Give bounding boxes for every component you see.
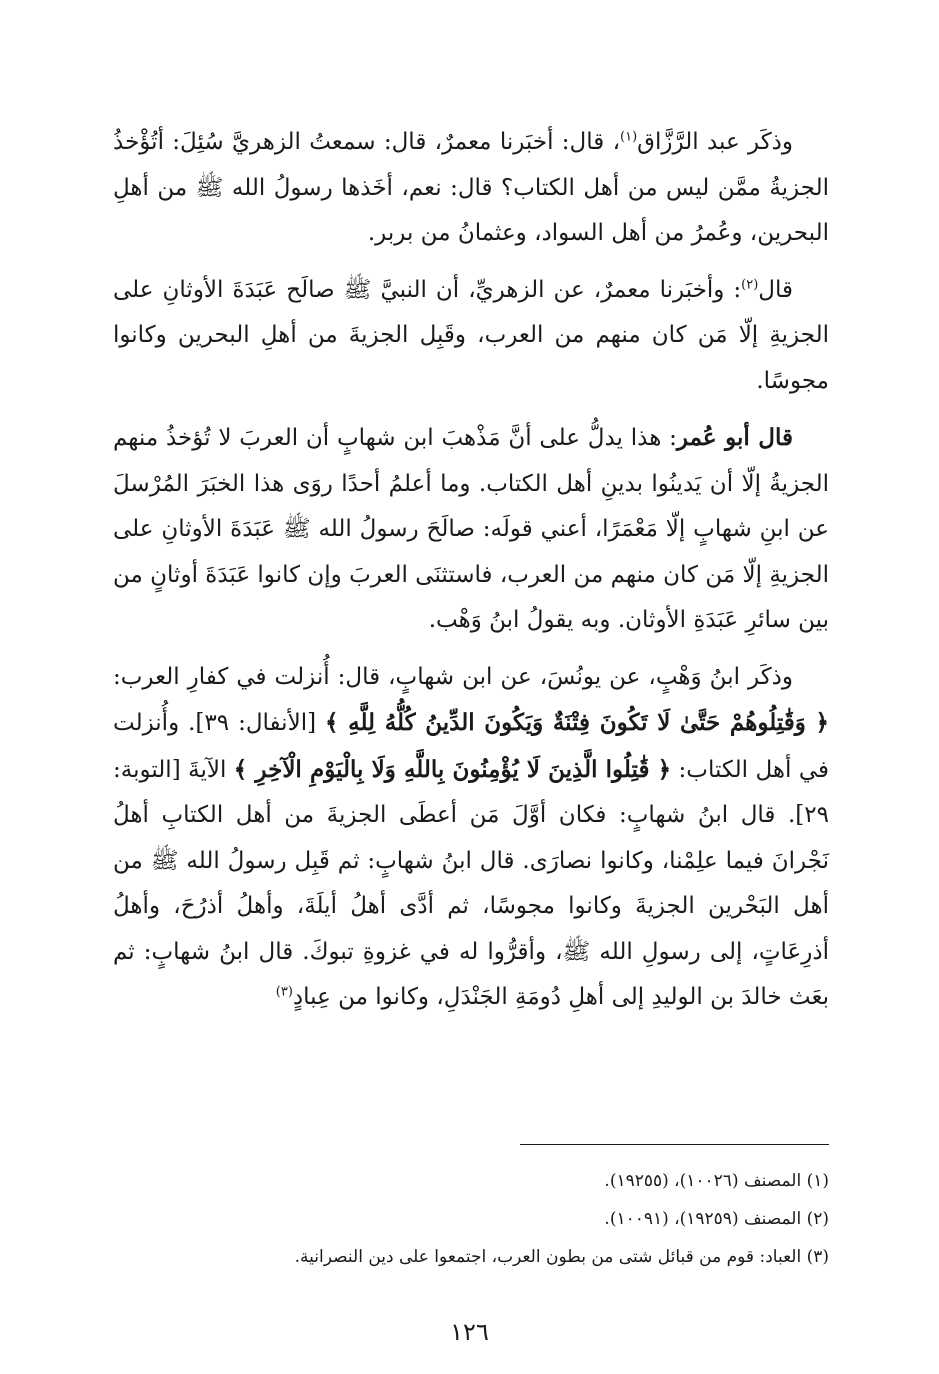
paragraph-abdulrazzaq [113,120,829,257]
paragraph-abu-umar [113,415,829,644]
paragraph-text: وذكَر عبد الرَّزَّاق [637,129,794,155]
page-number: ١٢٦ [450,1318,489,1346]
paragraph-text: ، قال: أخبَرنا معمرٌ، قال: سمعتُ الزهريَّ سُئِلَ: أتُؤْخذُ الجزيةُ ممَّن ليس من أهل الكتاب؟ قال: نعم، أخَذها رسولُ الله ﷺ من أهلِ البحرين، وعُمرُ من أهل السواد، وعثمانُ من بربر. [113,129,829,246]
footnotes [113,1162,829,1276]
quran-verse: ﴿ وَقَٰتِلُوهُمْ حَتَّىٰ لَا تَكُونَ فِتْنَةٌ وَيَكُونَ الدِّينُ كُلُّهُ لِلَّهِ ﴾ [325,709,829,736]
footnote-ref-1[interactable]: (١) [620,129,638,145]
footnote-divider [520,1144,829,1145]
paragraph-ibn-wahb [113,655,829,1021]
verse-citation: الآيةَ [التوبة: ٢٩]. [113,756,829,828]
speaker-name: قال أبو عُمر [676,424,793,451]
paragraph-text: : هذا يدلُّ على أنَّ مَذْهبَ ابن شهابٍ أن العربَ لا تُؤخذُ منهم الجزيةُ إلّا أن يَدينُوا بدينِ أهل الكتاب. وما أعلمُ أحدًا روَى هذا الخبَرَ المُرْسلَ عن ابنِ شهابٍ إلّا مَعْمَرًا، أعني قولَه: صالَحَ رسولُ الله ﷺ عَبَدَةَ الأوثانِ على الجزيةِ إلّا مَن كان منهم من العرب، فاستثنَى العربَ وإن كانوا عَبَدَةَ أوثانٍ من بين سائرِ عَبَدَةِ الأوثان. وبه يقولُ ابنُ وَهْب. [113,425,829,633]
main-text [113,120,829,1032]
footnote-ref-3[interactable]: (٣) [275,984,293,1000]
footnote-2: (٢) المصنف (١٩٢٥٩)، (١٠٠٩١). [604,1209,829,1229]
paragraph-text: وأُنزلت في أهل الكتاب: [113,710,829,783]
footnote-ref-2[interactable]: (٢) [741,276,759,292]
paragraph-maamar [113,268,829,405]
paragraph-text: وذكَر ابنُ وَهْبٍ، عن يونُسَ، عن ابن شهابٍ، قال: أُنزلت في كفارِ العرب: [113,663,793,690]
paragraph-text: : وأخبَرنا معمرٌ، عن الزهريِّ، أن النبيَّ ﷺ صالَح عَبَدَةَ الأوثانِ على الجزيةِ إلّا مَن كان منهم من العرب، وقَبِل الجزيةَ من أهلِ البحرين وكانوا مجوسًا. [113,276,829,394]
footnote-1: (١) المصنف (١٠٠٢٦)، (١٩٢٥٥). [604,1171,829,1191]
verse-citation: [الأنفال: ٣٩]. [179,710,325,736]
paragraph-text: قال ابنُ شهابٍ: فكان أوَّلَ مَن أعطَى الجزيةَ من أهل الكتابِ أهلُ نَجْرانَ فيما علِمْنا، وكانوا نصارَى. قال ابنُ شهابٍ: ثم قَبِل رسولُ الله ﷺ من أهل البَحْرين الجزيةَ وكانوا مجوسًا، ثم أدَّى أهلُ أيلَةَ، وأهلُ أذرُحَ، وأهلُ أذرِعَاتٍ، إلى رسولِ الله ﷺ، وأقرُّوا له في غزوةِ تبوكَ. قال ابنُ شهابٍ: ثم بعَث خالدَ بن الوليدِ إلى أهلِ دُومَةِ الجَنْدَلِ، وكانوا من عِبادٍ [113,802,829,1010]
quran-verse: ﴿ قَٰتِلُوا الَّذِينَ لَا يُؤْمِنُونَ بِاللَّهِ وَلَا بِالْيَوْمِ الْآخِرِ ﴾ [233,755,672,783]
paragraph-text: قال [758,276,793,303]
footnote-3: (٣) العباد: قوم من قبائل شتى من بطون العرب، اجتمعوا على دين النصرانية. [294,1247,829,1267]
